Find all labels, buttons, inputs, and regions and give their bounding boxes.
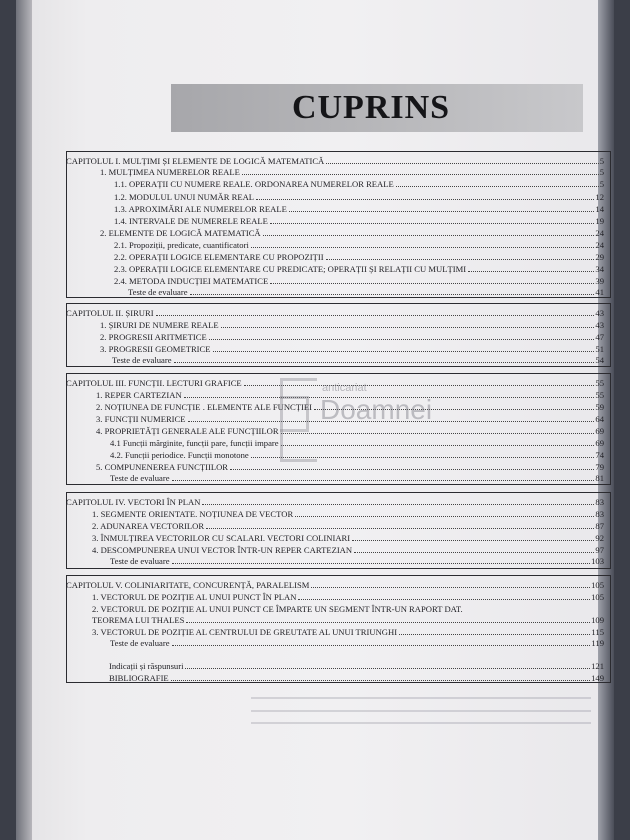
toc-entry: TEOREMA LUI THALES 109 — [92, 615, 604, 625]
watermark-large-text: Doamnei — [320, 394, 433, 425]
toc-entry: 2. ADUNAREA VECTORILOR 87 — [92, 521, 604, 531]
toc-entry: 3. PROGRESII GEOMETRICE 51 — [100, 344, 604, 354]
toc-entry: BIBLIOGRAFIE 149 — [109, 673, 604, 683]
toc-entry: 2.1. Propoziții, predicate, cuantificatori 24 — [114, 240, 604, 250]
toc-entry: 4. DESCOMPUNEREA UNUI VECTOR ÎNTR-UN REPER CARTEZIAN 97 — [92, 545, 604, 555]
toc-entry: 1.2. MODULUL UNUI NUMĂR REAL 12 — [114, 192, 604, 202]
toc-entry: 4. PROPRIETĂȚI GENERALE ALE FUNCȚIILOR 69 — [96, 426, 604, 436]
toc-entry: 4.2. Funcții periodice. Funcții monotone 74 — [110, 450, 604, 460]
toc-entry: 4.1 Funcții mărginite, funcții pare, funcții impare 69 — [110, 438, 604, 448]
toc-entry: 1. REPER CARTEZIAN 55 — [96, 390, 604, 400]
toc-entry: 2.2. OPERAȚII LOGICE ELEMENTARE CU PROPOZIȚII 29 — [114, 252, 604, 262]
toc-entry: Teste de evaluare 119 — [110, 638, 604, 648]
toc-entry: 1.3. APROXIMĂRI ALE NUMERELOR REALE 14 — [114, 204, 604, 214]
chapter-heading: CAPITOLUL I. MULȚIMI ȘI ELEMENTE DE LOGICĂ MATEMATICĂ 5 — [66, 156, 604, 166]
book-page — [16, 0, 614, 840]
toc-entry: 2. NOȚIUNEA DE FUNCȚIE . ELEMENTE ALE FUNCȚIEI 59 — [96, 402, 604, 412]
toc-entry: 2. PROGRESII ARITMETICE 47 — [100, 332, 604, 342]
toc-entry: Teste de evaluare 81 — [110, 473, 604, 483]
toc-entry: Teste de evaluare 41 — [128, 287, 604, 297]
toc-entry: 2. ELEMENTE DE LOGICĂ MATEMATICĂ 24 — [100, 228, 604, 238]
toc-entry: 1.4. INTERVALE DE NUMERELE REALE 19 — [114, 216, 604, 226]
title-banner — [171, 84, 583, 132]
show-through-line — [251, 697, 591, 699]
toc-entry: 3. FUNCȚII NUMERICE 64 — [96, 414, 604, 424]
show-through-line — [251, 722, 591, 724]
page-title: CUPRINS — [291, 89, 451, 126]
toc-entry: 1. VECTORUL DE POZIȚIE AL UNUI PUNCT ÎN PLAN 105 — [92, 592, 604, 602]
toc-entry: 5. COMPUNENEREA FUNCȚIILOR 79 — [96, 462, 604, 472]
toc-entry: 1. ȘIRURI DE NUMERE REALE 43 — [100, 320, 604, 330]
toc-entry: 1.1. OPERAȚII CU NUMERE REALE. ORDONAREA NUMERELOR REALE 5 — [114, 179, 604, 189]
toc-entry: 1. MULȚIMEA NUMERELOR REALE 5 — [100, 167, 604, 177]
toc-entry: Teste de evaluare 54 — [112, 355, 604, 365]
book-spine-shadow — [16, 0, 32, 840]
toc-entry: 2. VECTORUL DE POZIȚIE AL UNUI PUNCT CE ÎMPARTE UN SEGMENT ÎNTR-UN RAPORT DAT. — [92, 604, 463, 614]
toc-entry: 2.3. OPERAȚII LOGICE ELEMENTARE CU PREDICATE; OPERAȚII ȘI RELAȚII CU MULȚIMI 34 — [114, 264, 604, 274]
toc-entry: Teste de evaluare 103 — [110, 556, 604, 566]
toc-entry: Indicații și răspunsuri 121 — [109, 661, 604, 671]
toc-entry: 2.4. METODA INDUCȚIEI MATEMATICE 39 — [114, 276, 604, 286]
chapter-heading: CAPITOLUL II. ȘIRURI 43 — [66, 308, 604, 318]
show-through-line — [251, 710, 591, 712]
chapter-heading: CAPITOLUL IV. VECTORI ÎN PLAN 83 — [66, 497, 604, 507]
watermark-small-text: anticariat — [322, 382, 367, 394]
chapter-heading: CAPITOLUL III. FUNCȚII. LECTURI GRAFICE 55 — [66, 378, 604, 388]
chapter-heading: CAPITOLUL V. COLINIARITATE, CONCURENȚĂ, PARALELISM 105 — [66, 580, 604, 590]
toc-entry: 1. SEGMENTE ORIENTATE. NOȚIUNEA DE VECTOR 83 — [92, 509, 604, 519]
toc-entry: 3. VECTORUL DE POZIȚIE AL CENTRULUI DE GREUTATE AL UNUI TRIUNGHI 115 — [92, 627, 604, 637]
toc-entry: 3. ÎNMULȚIREA VECTORILOR CU SCALARI. VECTORI COLINIARI 92 — [92, 533, 604, 543]
